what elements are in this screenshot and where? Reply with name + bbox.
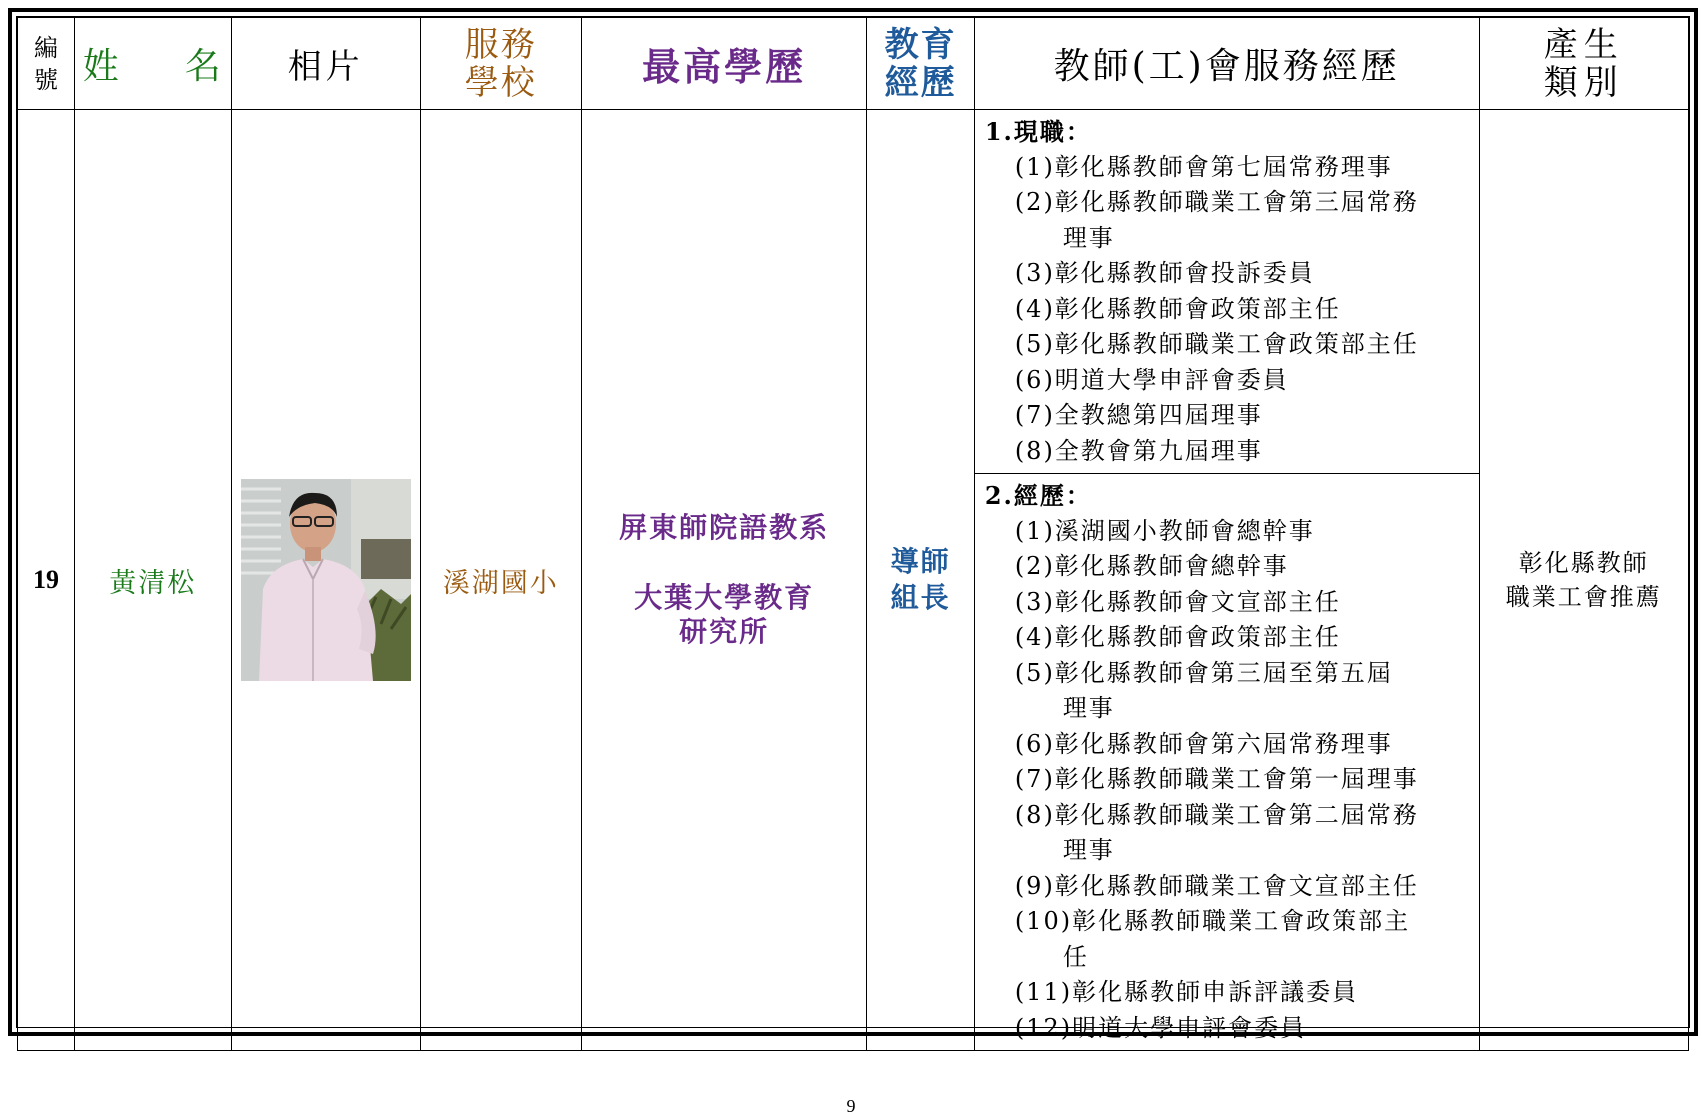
list-item: (6)明道大學申評會委員: [1014, 365, 1289, 394]
union-service-history: [974, 110, 1479, 1051]
list-item: (10)彰化縣教師職業工會政策部主 任: [1014, 907, 1411, 971]
list-item: (1)彰化縣教師會第七屆常務理事: [1014, 152, 1393, 181]
list-item: (5)彰化縣教師職業工會政策部主任: [1014, 330, 1419, 358]
page-number: 9: [846, 1096, 856, 1116]
header-number: 編 號: [18, 18, 75, 110]
table-row: [18, 110, 1689, 1051]
portrait-image: [241, 479, 411, 681]
list-item: (3)彰化縣教師會文宣部主任: [1014, 587, 1341, 616]
list-item: (8)全教會第九屆理事: [1014, 436, 1263, 465]
list-item: (9)彰化縣教師職業工會文宣部主任: [1014, 871, 1419, 900]
list-item: (5)彰化縣教師會第三屆至第五屆 理事: [1014, 658, 1393, 722]
candidate-number: 19: [18, 110, 75, 1051]
list-item: (6)彰化縣教師會第六屆常務理事: [1014, 729, 1393, 758]
past-list: [985, 514, 1471, 1047]
service-school: 溪湖國小: [420, 110, 581, 1051]
header-name: 姓 名: [74, 18, 231, 110]
header-photo: 相片: [231, 18, 420, 110]
highest-education: 屏東師院語教系 大葉大學教育 研究所: [581, 110, 867, 1051]
list-item: (7)全教總第四屆理事: [1014, 401, 1263, 429]
header-school: 服務 學校: [420, 18, 581, 110]
past-positions: [975, 473, 1479, 1050]
header-row: [18, 18, 1689, 110]
list-item: (8)彰化縣教師職業工會第二屆常務 理事: [1014, 800, 1419, 864]
list-item: (12)明道大學申評會委員: [1014, 1013, 1307, 1042]
candidate-table: [17, 17, 1689, 1051]
list-item: (3)彰化縣教師會投訴委員: [1014, 259, 1315, 287]
candidate-photo: [241, 479, 411, 681]
list-item: (2)彰化縣教師會總幹事: [1014, 552, 1289, 580]
document-frame: [8, 8, 1698, 1042]
current-list: [985, 150, 1471, 470]
list-item: (11)彰化縣教師申訴評議委員: [1014, 978, 1359, 1006]
education-experience: 導師 組長: [867, 110, 974, 1051]
list-item: (4)彰化縣教師會政策部主任: [1014, 294, 1341, 323]
current-positions: [975, 110, 1479, 473]
candidate-name: 黃清松: [74, 110, 231, 1051]
header-type: 產生 類別: [1479, 18, 1688, 110]
past-title: 2.經歷：: [984, 481, 1092, 510]
nomination-type: 彰化縣教師 職業工會推薦: [1479, 110, 1688, 1051]
list-item: (4)彰化縣教師會政策部主任: [1014, 623, 1341, 651]
list-item: (1)溪湖國小教師會總幹事: [1014, 516, 1315, 545]
header-union-service: 教師(工)會服務經歷: [974, 18, 1479, 110]
header-education: 最高學歷: [581, 18, 867, 110]
header-experience: 教育 經歷: [867, 18, 974, 110]
current-title: 1.現職：: [984, 117, 1092, 146]
list-item: (2)彰化縣教師職業工會第三屆常務 理事: [1014, 188, 1419, 252]
list-item: (7)彰化縣教師職業工會第一屆理事: [1014, 765, 1419, 793]
photo-cell: [231, 110, 420, 1051]
